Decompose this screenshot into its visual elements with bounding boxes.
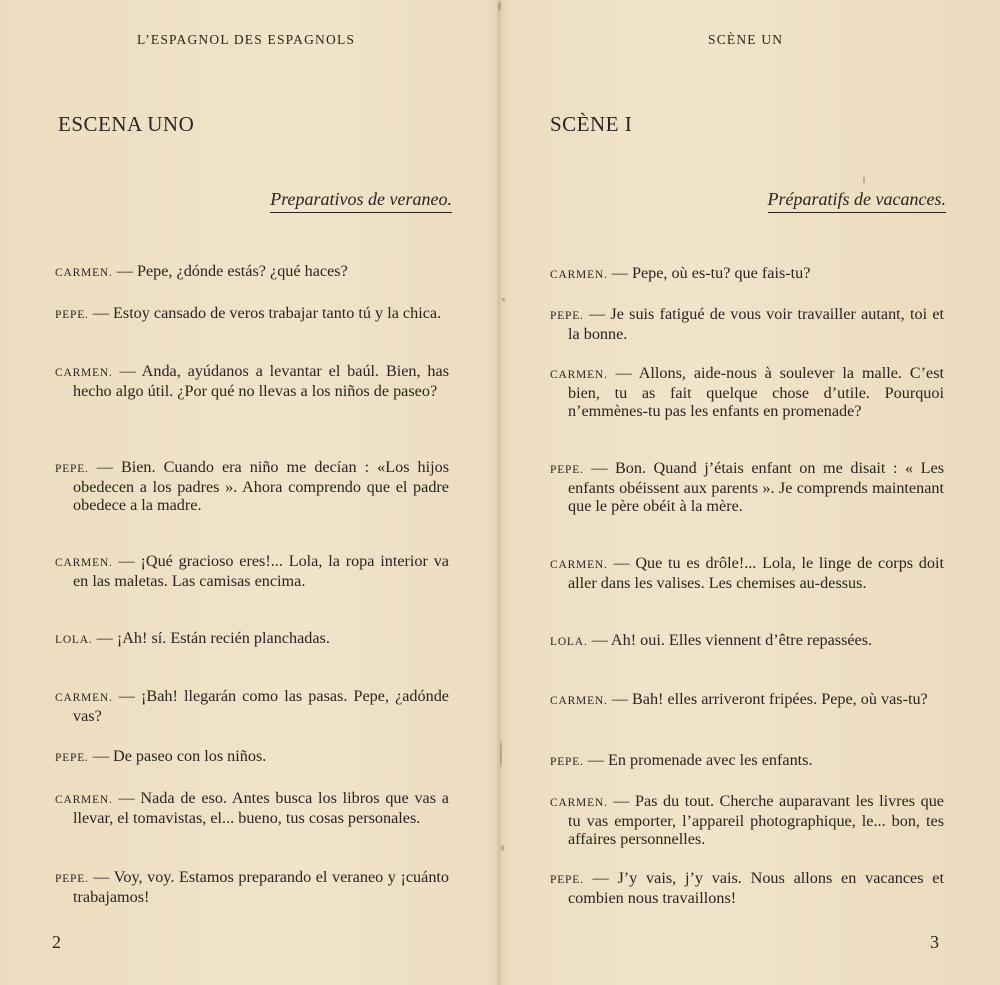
- speaker-name: CARMEN.: [55, 557, 113, 569]
- dialogue-line: [550, 690, 944, 710]
- dialogue-line: [550, 792, 944, 849]
- running-head: SCÈNE UN: [708, 32, 784, 47]
- speaker-name: CARMEN.: [550, 269, 608, 281]
- dialogue-text: — Allons, aide-nous à soulever la malle. C’est bien, tu as fait quelque chose d’utile. Pourquoi n’emmènes-tu pas les enfants en promenade?: [568, 364, 944, 421]
- dialogue-line: [55, 458, 449, 515]
- dialogue-text: — Bien. Cuando era niño me decían : «Los hijos obedecen a los padres ». Ahora comprendo que el padre obedece a la madre.: [73, 458, 449, 515]
- scene-subtitle: Preparativos de veraneo.: [270, 189, 452, 213]
- speaker-name: CARMEN.: [550, 797, 608, 809]
- dialogue-text: — ¡Bah! llegarán como las pasas. Pepe, ¿adónde vas?: [73, 687, 449, 726]
- dialogue-text: — Ah! oui. Elles viennent d’être repassées.: [587, 631, 873, 649]
- dialogue-text: — ¡Ah! sí. Están recién planchadas.: [92, 629, 330, 647]
- scene-title: ESCENA UNO: [58, 112, 195, 136]
- dialogue-line: [550, 459, 944, 516]
- right-page: [502, 0, 1000, 985]
- speaker-name: PEPE.: [55, 873, 89, 885]
- speaker-name: CARMEN.: [55, 267, 113, 279]
- dialogue-text: — Estoy cansado de veros trabajar tanto tú y la chica.: [88, 304, 442, 322]
- dialogue-line: [550, 869, 944, 908]
- dialogue-line: [550, 631, 944, 651]
- dialogue-text: — Je suis fatigué de vous voir travailler autant, toi et la bonne.: [568, 305, 944, 344]
- running-head: L’ESPAGNOL DES ESPAGNOLS: [137, 32, 356, 47]
- paper-speck: [498, 2, 501, 11]
- dialogue-text: — ¡Qué gracioso eres!... Lola, la ropa interior va en las maletas. Las camisas encima.: [73, 552, 449, 591]
- dialogue-text: — De paseo con los niños.: [88, 747, 267, 765]
- page-number: 2: [52, 932, 61, 952]
- dialogue-line: [55, 262, 449, 282]
- dialogue-line: [550, 264, 944, 284]
- dialogue-text: — En promenade avec les enfants.: [583, 751, 813, 769]
- dialogue-text: — Pas du tout. Cherche auparavant les livres que tu vas emporter, l’appareil photographique, le... bon, tes affaires personnelles.: [568, 792, 944, 849]
- dialogue-line: [55, 747, 449, 767]
- dialogue-text: — Anda, ayúdanos a levantar el baúl. Bien, has hecho algo útil. ¿Por qué no llevas a los niños de paseo?: [73, 362, 449, 401]
- speaker-name: CARMEN.: [550, 559, 608, 571]
- scene-subtitle: Préparatifs de vacances.: [768, 189, 946, 213]
- dialogue-line: [55, 868, 449, 907]
- speaker-name: LOLA.: [550, 636, 588, 648]
- dialogue-line: [550, 364, 944, 421]
- speaker-name: PEPE.: [55, 752, 89, 764]
- dialogue-text: — Voy, voy. Estamos preparando el veraneo y ¡cuánto trabajamos!: [73, 868, 449, 907]
- dialogue-line: [55, 552, 449, 591]
- dialogue-line: [55, 687, 449, 726]
- paper-speck: [863, 176, 865, 184]
- speaker-name: PEPE.: [550, 756, 584, 768]
- dialogue-line: [55, 304, 449, 324]
- paper-speck: [502, 298, 505, 301]
- dialogue-line: [550, 554, 944, 593]
- dialogue-text: — J’y vais, j’y vais. Nous allons en vacances et combien nous travaillons!: [568, 869, 944, 908]
- speaker-name: PEPE.: [550, 874, 584, 886]
- speaker-name: CARMEN.: [55, 367, 113, 379]
- dialogue-text: — Nada de eso. Antes busca los libros que vas a llevar, el tomavistas, el... bueno, tus cosas personales.: [73, 789, 449, 828]
- page-number: 3: [930, 932, 939, 952]
- dialogue-text: — Pepe, où es-tu? que fais-tu?: [607, 264, 811, 282]
- dialogue-text: — Bah! elles arriveront fripées. Pepe, où vas-tu?: [607, 690, 928, 708]
- dialogue-text: — Bon. Quand j’étais enfant on me disait : « Les enfants obéissent aux parents ». Je comprends maintenant que le père obéit à la mère.: [568, 459, 944, 516]
- dialogue-line: [55, 789, 449, 828]
- left-page: [0, 0, 496, 985]
- speaker-name: PEPE.: [550, 310, 584, 322]
- dialogue-line: [550, 305, 944, 344]
- paper-speck: [501, 845, 504, 851]
- scene-title: SCÈNE I: [550, 112, 633, 136]
- speaker-name: PEPE.: [550, 464, 584, 476]
- paper-speck: [500, 740, 502, 768]
- dialogue-text: — Pepe, ¿dónde estás? ¿qué haces?: [112, 262, 348, 280]
- speaker-name: CARMEN.: [55, 794, 113, 806]
- speaker-name: CARMEN.: [550, 695, 608, 707]
- dialogue-line: [55, 629, 449, 649]
- speaker-name: PEPE.: [55, 463, 89, 475]
- speaker-name: CARMEN.: [55, 692, 113, 704]
- speaker-name: PEPE.: [55, 309, 89, 321]
- speaker-name: LOLA.: [55, 634, 93, 646]
- speaker-name: CARMEN.: [550, 369, 608, 381]
- dialogue-line: [550, 751, 944, 771]
- dialogue-line: [55, 362, 449, 401]
- dialogue-text: — Que tu es drôle!... Lola, le linge de corps doit aller dans les valises. Les chemises au-dessus.: [568, 554, 944, 593]
